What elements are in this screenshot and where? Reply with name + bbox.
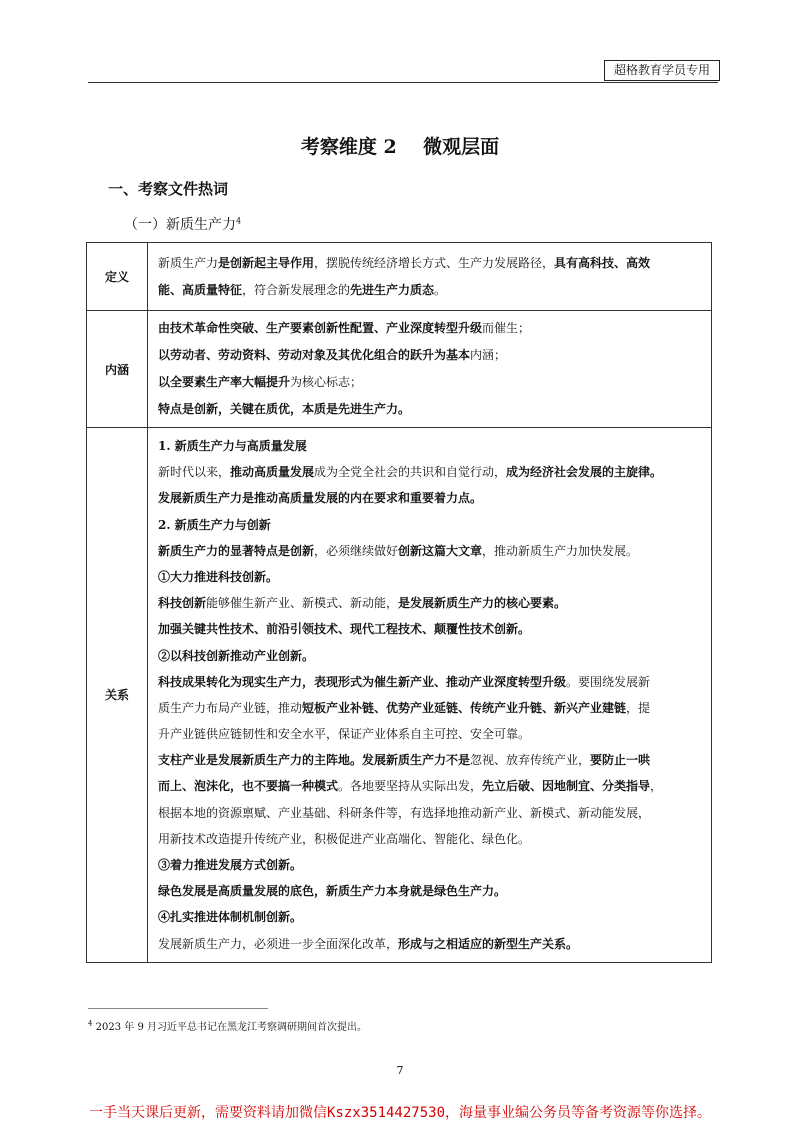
header-badge: 超格教育学员专用	[604, 60, 720, 81]
body-text: 用新技术改造提升传统产业，积极促进产业高端化、智能化、绿色化。	[158, 831, 531, 846]
emphasis-text: 成为经济社会发展的主旋律。	[506, 465, 663, 480]
text-line	[158, 747, 701, 773]
body-text: ，提	[626, 700, 651, 715]
emphasis-text: 创新这篇大文章	[398, 543, 483, 558]
text-line	[158, 433, 701, 459]
header-divider	[88, 82, 718, 83]
emphasis-text: 发展新质生产力是推动高质量发展的内在要求和重要着力点。	[158, 491, 483, 506]
section-title: 一、考察文件热词	[108, 180, 229, 198]
footnote-mark: 4	[88, 1019, 93, 1028]
emphasis-text: 2. 新质生产力与创新	[158, 517, 271, 532]
emphasis-text: ③着力推进发展方式创新。	[158, 858, 303, 872]
text-line	[158, 396, 701, 423]
body-text: 新时代以来，	[158, 465, 231, 480]
footnote-text: 2023 年 9 月习近平总书记在黑龙江考察调研期间首次提出。	[95, 1022, 368, 1033]
emphasis-text: 先立后破、因地制宜、分类指导	[482, 779, 651, 794]
emphasis-text: 绿色发展是高质量发展的底色，新质生产力本身就是绿色生产力。	[158, 884, 507, 899]
content-table	[86, 242, 712, 963]
text-line	[158, 826, 701, 852]
text-line	[158, 904, 701, 930]
subsection-title-text: （一）新质生产力	[124, 217, 236, 233]
emphasis-text: 1. 新质生产力与高质量发展	[158, 439, 307, 453]
emphasis-text: 以全要素生产率大幅提升	[158, 375, 291, 389]
emphasis-text: 科技成果转化为现实生产力，表现形式为催生新产业、推动产业深度转型升级	[158, 674, 567, 689]
text-line	[158, 369, 701, 396]
body-text: 忽视、放弃传统产业，	[470, 753, 591, 768]
emphasis-text: 是发展新质生产力的核心要素。	[398, 596, 567, 611]
body-text: 成为全党全社会的共识和自觉行动，	[314, 465, 507, 480]
emphasis-text: 能、高质量特征	[158, 283, 243, 297]
row-label: 定义	[87, 243, 148, 311]
text-line	[158, 342, 701, 369]
text-line	[158, 721, 701, 747]
body-text: 升产业链供应链韧性和安全水平，保证产业体系自主可控、安全可靠。	[158, 727, 531, 742]
page-number: 7	[396, 1064, 404, 1077]
table-row-connotation	[87, 311, 712, 428]
body-text: ，推动新质生产力加快发展。	[482, 543, 639, 558]
text-line	[158, 931, 701, 957]
body-text: 根据本地的资源禀赋、产业基础、科研条件等，有选择地推动新产业、新模式、新动能发展，	[158, 805, 651, 820]
text-line	[158, 643, 701, 669]
footnote-divider	[88, 1008, 268, 1009]
text-line	[158, 459, 701, 485]
emphasis-text: 是创新起主导作用	[218, 256, 315, 270]
body-text: 新质生产力	[158, 256, 219, 270]
emphasis-text: 由技术革命性突破、生产要素创新性配置、产业深度转型升级	[158, 321, 483, 335]
text-line	[158, 315, 701, 342]
text-line	[158, 800, 701, 826]
row-label: 关系	[87, 428, 148, 963]
promo-banner: 一手当天课后更新，需要资料请加微信Kszx3514427530，海量事业编公务员等备考资源等你选择。	[89, 1105, 711, 1121]
emphasis-text: 要防止一哄	[590, 753, 651, 768]
emphasis-text: 先进生产力质态	[350, 283, 435, 297]
body-text: 能够催生新产业、新模式、新动能，	[206, 596, 399, 611]
body-text: 。	[434, 283, 447, 297]
body-text: 为核心标志；	[290, 375, 363, 389]
subsection-title	[124, 214, 241, 234]
text-line	[158, 878, 701, 904]
footnote	[88, 1018, 367, 1033]
body-text: ，摆脱传统经济增长方式、生产力发展路径，	[314, 256, 555, 270]
body-text: 发展新质生产力，必须进一步全面深化改革，	[158, 936, 399, 951]
emphasis-text: 新质生产力的显著特点是创新	[158, 543, 315, 558]
emphasis-text: ②以科技创新推动产业创新。	[158, 648, 315, 663]
connotation-content	[148, 311, 712, 428]
text-line	[158, 616, 701, 642]
text-line	[158, 512, 701, 538]
emphasis-text: 特点是创新，关键在质优，本质是先进生产力。	[158, 402, 411, 416]
text-line	[158, 773, 701, 799]
relationship-content	[148, 428, 712, 963]
body-text: 而催生；	[482, 321, 531, 335]
emphasis-text: 具有高科技、高效	[554, 256, 651, 270]
emphasis-text: 形成与之相适应的新型生产关系。	[398, 936, 579, 951]
text-line	[158, 250, 701, 277]
emphasis-text: 支柱产业是发展新质生产力的主阵地。发展新质生产力不是	[158, 753, 471, 768]
text-line	[158, 538, 701, 564]
body-text: ，必须继续做好	[314, 543, 399, 558]
page-title: 考察维度 2 微观层面	[300, 136, 500, 158]
text-line	[158, 485, 701, 511]
table-row-definition	[87, 243, 712, 311]
text-line	[158, 590, 701, 616]
emphasis-text: ④扎实推进体制机制创新。	[158, 910, 303, 925]
emphasis-text: 而上、泡沫化，也不要搞一种模式	[158, 779, 339, 794]
text-line	[158, 277, 701, 304]
text-line	[158, 695, 701, 721]
body-text: 。要围绕发展新	[566, 674, 651, 689]
emphasis-text: 短板产业补链、优势产业延链、传统产业升链、新兴产业建链	[302, 700, 627, 715]
body-text: 质生产力布局产业链，推动	[158, 700, 303, 715]
emphasis-text: 科技创新	[158, 596, 207, 611]
emphasis-text: 加强关键共性技术、前沿引领技术、现代工程技术、颠覆性技术创新。	[158, 622, 531, 637]
definition-content	[148, 243, 712, 311]
table-row-relationship	[87, 428, 712, 963]
row-label: 内涵	[87, 311, 148, 428]
body-text: ，	[650, 779, 663, 794]
body-text: ，符合新发展理念的	[242, 283, 351, 297]
emphasis-text: ①大力推进科技创新。	[158, 569, 279, 584]
body-text: 。各地要坚持从实际出发，	[338, 779, 483, 794]
footnote-reference: 4	[236, 216, 242, 226]
text-line	[158, 852, 701, 878]
emphasis-text: 以劳动者、劳动资料、劳动对象及其优化组合的跃升为基本	[158, 348, 471, 362]
body-text: 内涵；	[470, 348, 507, 362]
text-line	[158, 564, 701, 590]
emphasis-text: 推动高质量发展	[230, 465, 315, 480]
text-line	[158, 669, 701, 695]
